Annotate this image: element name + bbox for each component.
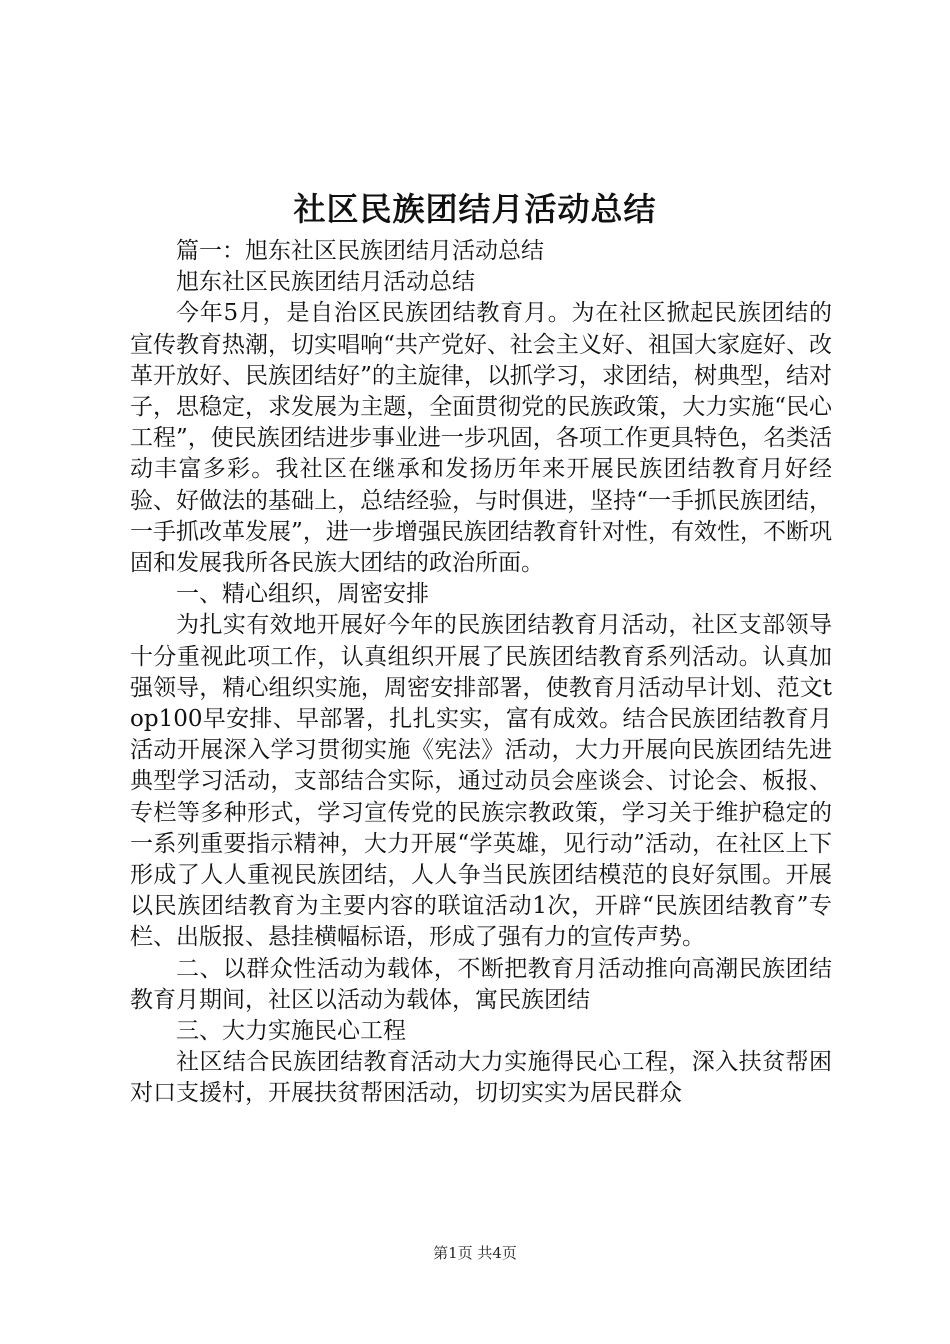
document-title: 社区民族团结月活动总结 bbox=[293, 190, 657, 228]
section-heading-1: 一、精心组织，周密安排 bbox=[176, 581, 429, 608]
body-paragraph-section-3: 社区结合民族团结教育活动大力实施得民心工程，深入扶贫帮困对口支援村，开展扶贫帮困活动，切切实实为居民群众 bbox=[130, 1049, 832, 1107]
body-paragraph-section-1: 为扎实有效地开展好今年的民族团结教育月活动，社区支部领导十分重视此项工作，认真组织开展了民族团结教育系列活动。认真加强领导，精心组织实施，周密安排部署，使教育月活动早计划、范文top100早安排、早部署，扎扎实实，富有成效。结合民族团结教育月活动开展深入学习贯彻实施《宪法》活动，大力开展向民族团结先进典型学习活动，支部结合实际，通过动员会座谈会、讨论会、板报、专栏等多种形式，学习宣传党的民族宗教政策，学习关于维护稳定的一系列重要指示精神，大力开展“学英雄，见行动”活动，在社区上下形成了人人重视民族团结，人人争当民族团结模范的良好氛围。开展以民族团结教育为主要内容的联谊活动1次，开辟“民族团结教育”专栏、出版报、悬挂横幅标语，形成了强有力的宣传声势。 bbox=[130, 612, 832, 951]
section-heading-2: 二、以群众性活动为载体，不断把教育月活动推向高潮民族团结教育月期间，社区以活动为载体，寓民族团结 bbox=[130, 955, 832, 1013]
body-paragraph-intro: 今年5月，是自治区民族团结教育月。为在社区掀起民族团结的宣传教育热潮，切实唱响“共产党好、社会主义好、祖国大家庭好、改革开放好、民族团结好”的主旋律，以抓学习，求团结，树典型，结对子，思稳定，求发展为主题，全面贯彻党的民族政策，大力实施“民心工程”，使民族团结进步事业进一步巩固，各项工作更具特色，名类活动丰富多彩。我社区在继承和发扬历年来开展民族团结教育月好经验、好做法的基础上，总结经验，与时俱进，坚持“一手抓民族团结，一手抓改革发展”，进一步增强民族团结教育针对性，有效性，不断巩固和发展我所各民族大团结的政治所面。 bbox=[130, 300, 832, 577]
section-heading-3: 三、大力实施民心工程 bbox=[176, 1018, 406, 1045]
section-heading-part-one: 篇一：旭东社区民族团结月活动总结 bbox=[176, 238, 544, 264]
article-subtitle: 旭东社区民族团结月活动总结 bbox=[176, 269, 475, 296]
page-footer-indicator: 第1页 共4页 bbox=[433, 1244, 517, 1262]
document-body bbox=[130, 236, 832, 1110]
